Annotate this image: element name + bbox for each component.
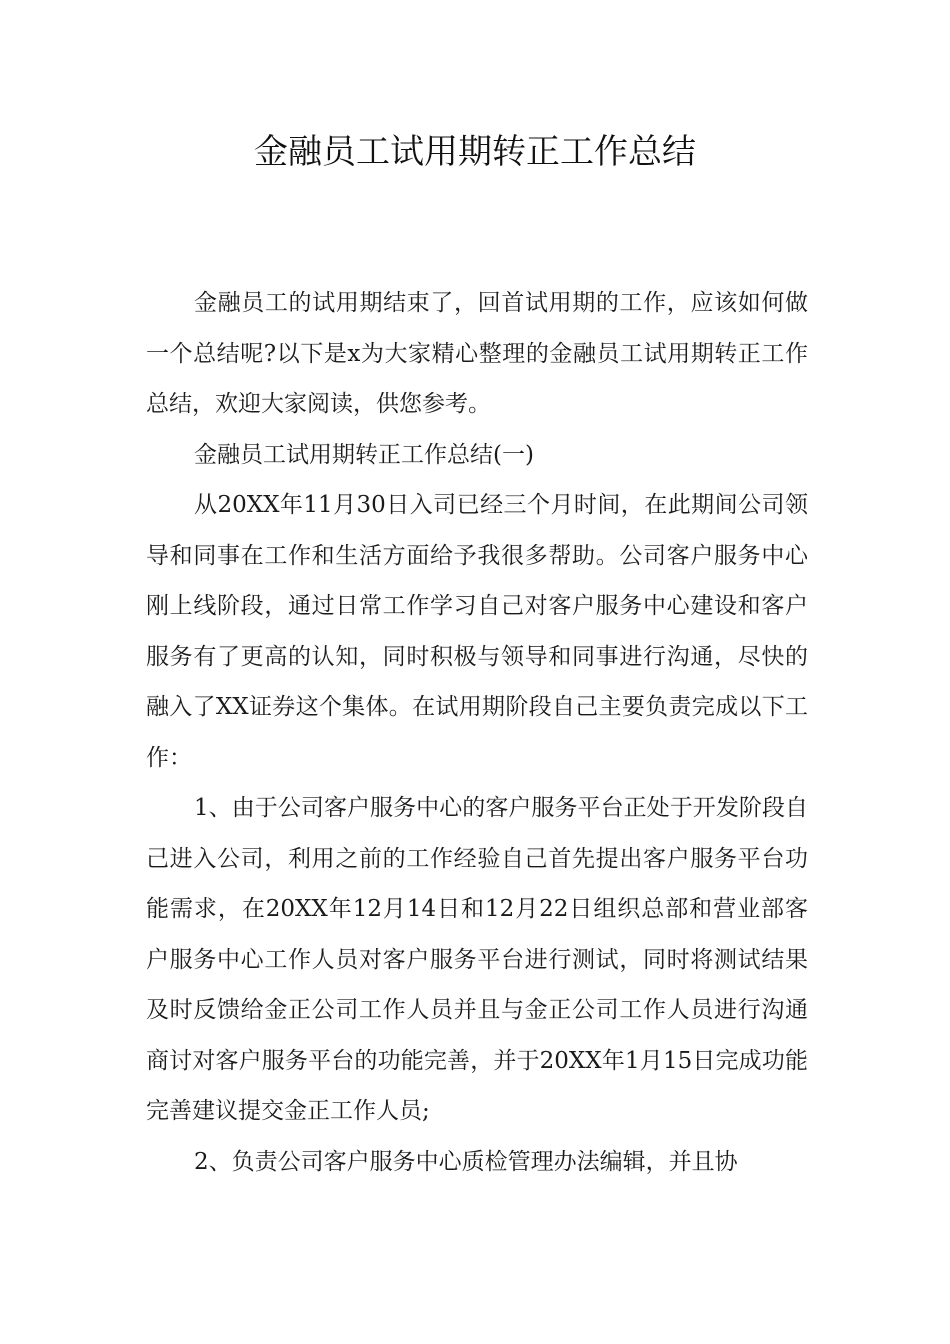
body-paragraph: 从20XX年11月30日入司已经三个月时间，在此期间公司领导和同事在工作和生活方面给予我很多帮助。公司客户服务中心刚上线阶段，通过日常工作学习自己对客户服务中心建设和客户服务有了更高的认知，同时积极与领导和同事进行沟通，尽快的融入了XX证券这个集体。在试用期阶段自己主要负责完成以下工作： <box>146 492 808 771</box>
intro-paragraph: 金融员工的试用期结束了，回首试用期的工作，应该如何做一个总结呢?以下是x为大家精心整理的金融员工试用期转正工作总结，欢迎大家阅读，供您参考。 <box>146 290 808 417</box>
list-item-1: 1、由于公司客户服务中心的客户服务平台正处于开发阶段自己进入公司，利用之前的工作经验自己首先提出客户服务平台功能需求，在20XX年12月14日和12月22日组织总部和营业部客户服务中心工作人员对客户服务平台进行测试，同时将测试结果及时反馈给金正公司工作人员并且与金正公司工作人员进行沟通商讨对客户服务平台的功能完善，并于20XX年1月15日完成功能完善建议提交金正工作人员; <box>146 795 808 1124</box>
section-heading: 金融员工试用期转正工作总结(一) <box>194 441 534 468</box>
document-body <box>146 278 808 1187</box>
document-title: 金融员工试用期转正工作总结 <box>254 132 696 172</box>
list-item-2: 2、负责公司客户服务中心质检管理办法编辑，并且协 <box>194 1148 738 1175</box>
